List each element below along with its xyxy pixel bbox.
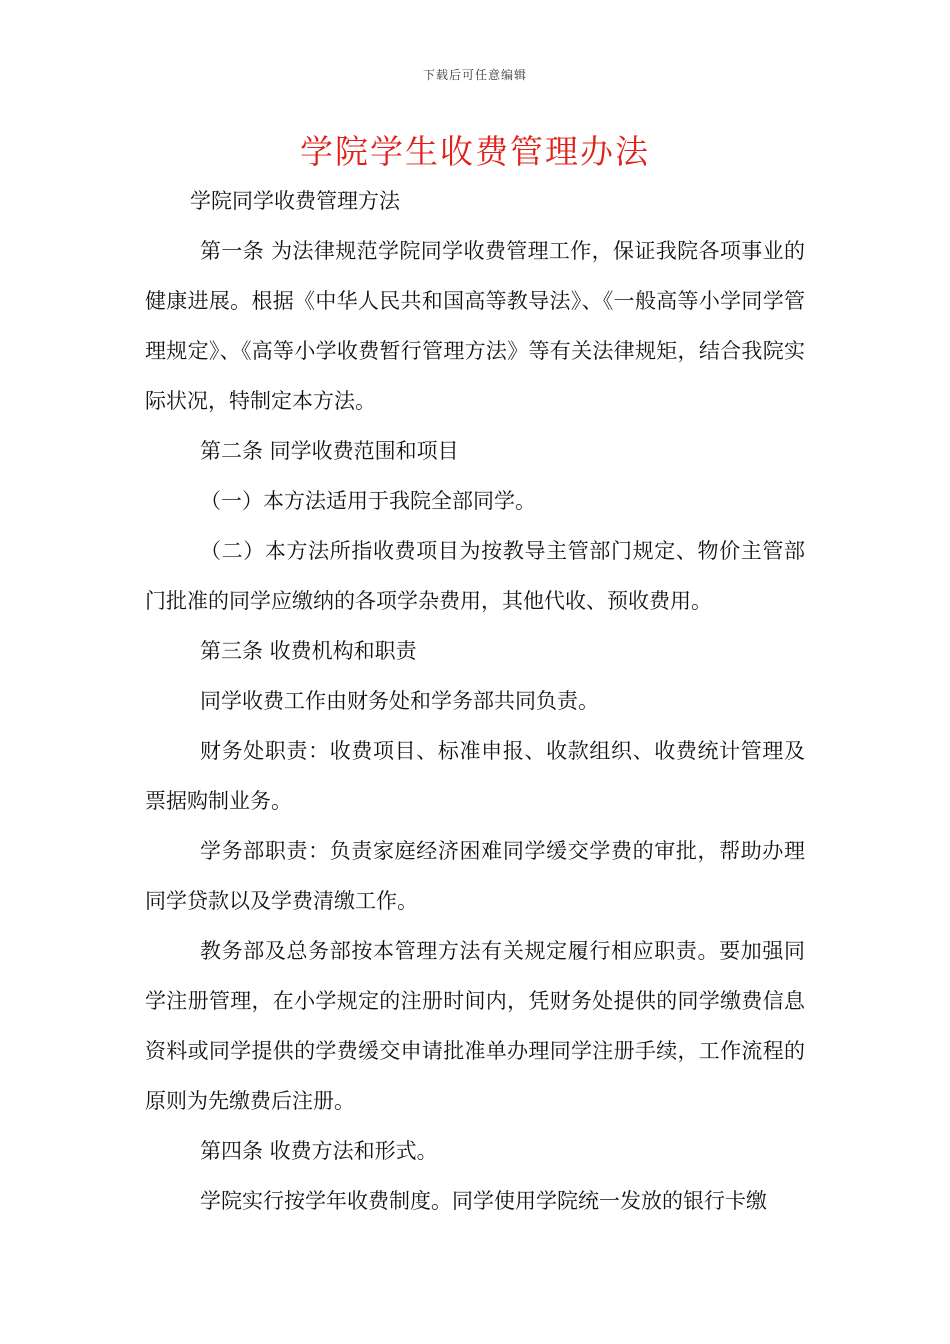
document-title: 学院学生收费管理办法 xyxy=(300,132,650,171)
article-3-paragraph-1: 同学收费工作由财务处和学务部共同负责。 xyxy=(200,689,599,713)
document-subtitle: 学院同学收费管理方法 xyxy=(190,189,400,213)
article-2-item-1: （一）本方法适用于我院全部同学。 xyxy=(200,489,536,513)
article-1-paragraph: 第一条 为法律规范学院同学收费管理工作，保证我院各项事业的健康进展。根据《中华人民共和国高等教导法》、《一般高等小学同学管理规定》、《高等小学收费暂行管理方法》等有关法律规矩，结合我院实际状况，特制定本方法。 xyxy=(145,239,805,413)
article-4-paragraph-1: 学院实行按学年收费制度。同学使用学院统一发放的银行卡缴 xyxy=(200,1189,767,1213)
header-note: 下载后可任意编辑 xyxy=(422,68,527,82)
article-2-heading: 第二条 同学收费范围和项目 xyxy=(200,439,459,463)
article-3-academic-affairs-duties: 教务部及总务部按本管理方法有关规定履行相应职责。要加强同学注册管理，在小学规定的注册时间内，凭财务处提供的同学缴费信息资料或同学提供的学费缓交申请批准单办理同学注册手续，工作流程的原则为先缴费后注册。 xyxy=(145,939,805,1113)
article-3-finance-duties: 财务处职责：收费项目、标准申报、收款组织、收费统计管理及票据购制业务。 xyxy=(145,739,805,813)
article-4-heading: 第四条 收费方法和形式。 xyxy=(200,1139,438,1163)
article-3-student-affairs-duties: 学务部职责：负责家庭经济困难同学缓交学费的审批，帮助办理同学贷款以及学费清缴工作。 xyxy=(145,839,805,913)
document-body xyxy=(145,176,805,1226)
article-2-item-2: （二）本方法所指收费项目为按教导主管部门规定、物价主管部门批准的同学应缴纳的各项学杂费用，其他代收、预收费用。 xyxy=(145,539,805,613)
article-3-heading: 第三条 收费机构和职责 xyxy=(200,639,417,663)
